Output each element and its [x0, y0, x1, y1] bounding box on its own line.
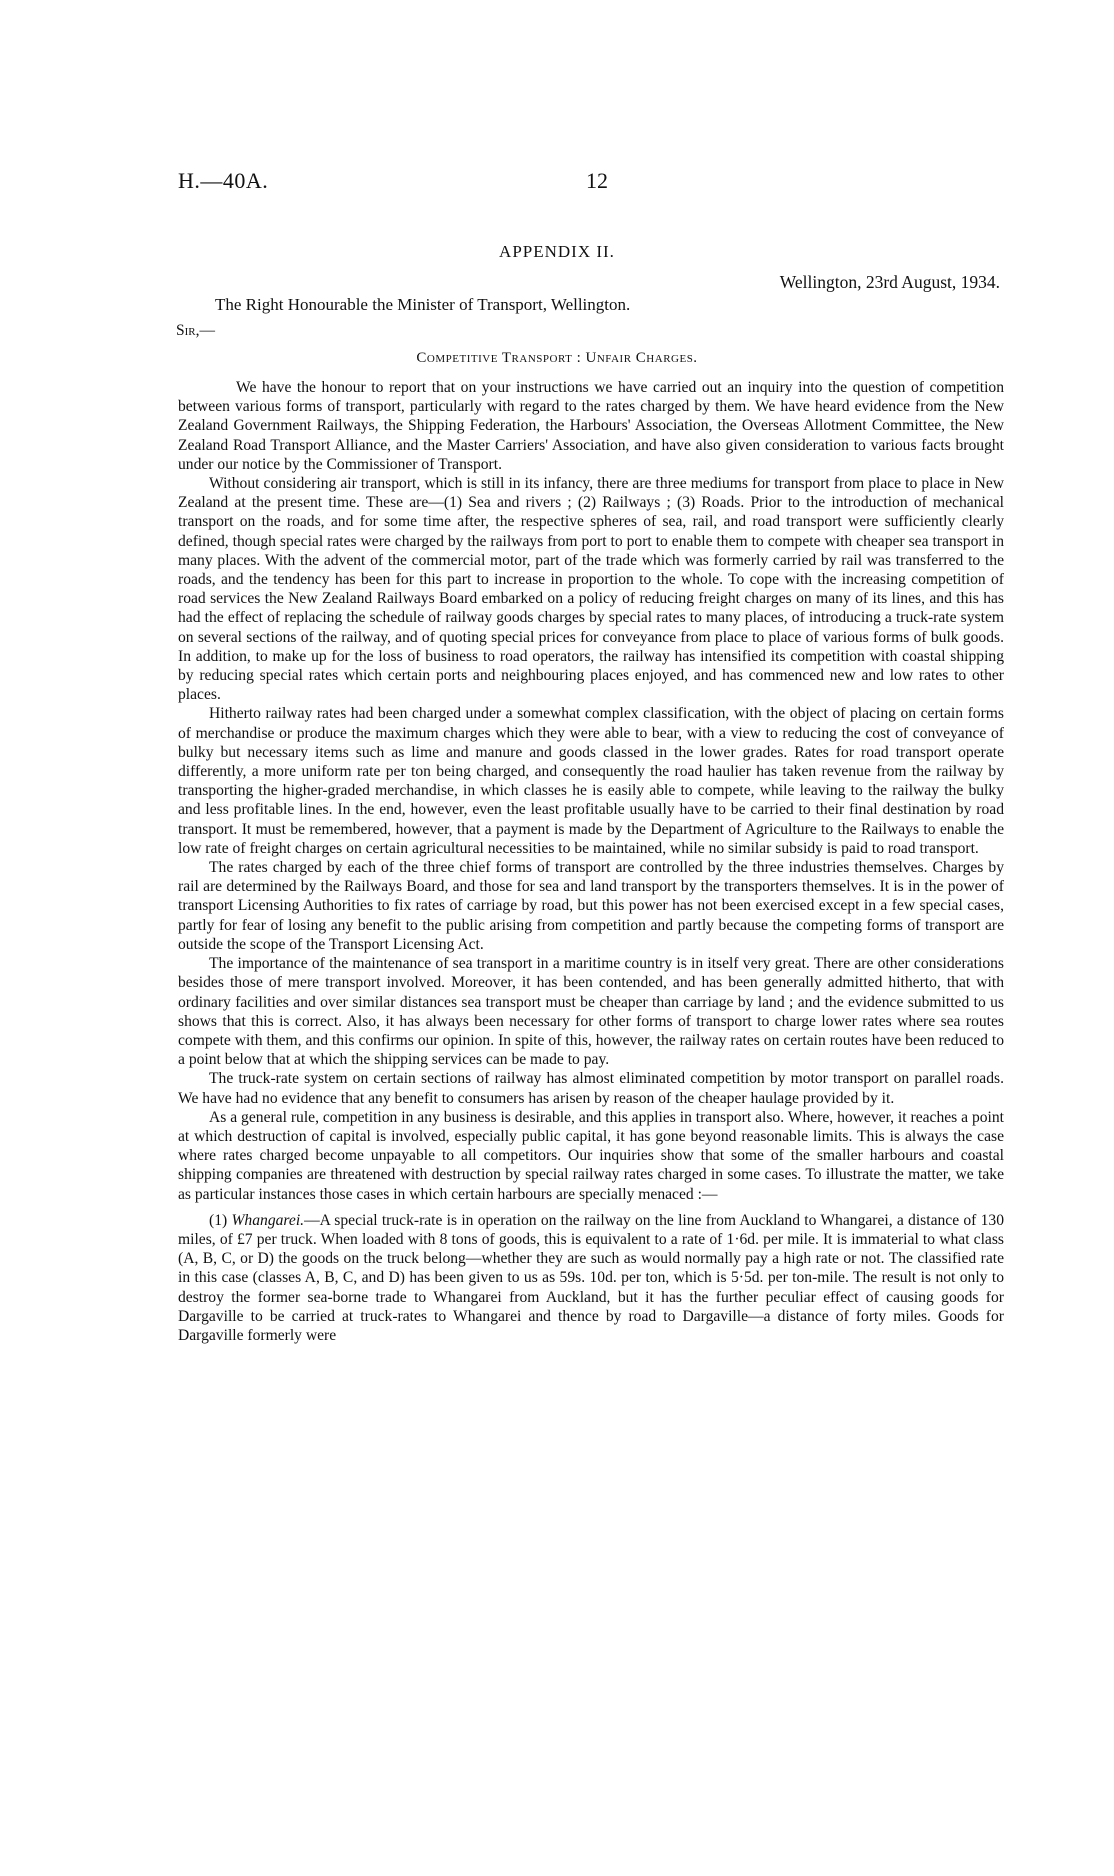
letter-body	[178, 378, 1004, 1345]
body-paragraph: The rates charged by each of the three chief forms of transport are controlled by the three industries themselves. Charges by rail are determined by the Railways Board, and those for sea and land transport by the transporters themselves. It is in the power of transport Licensing Authorities to fix rates of carriage by road, but this power has not been exercised except in a few special cases, partly for fear of losing any benefit to the public arising from competition and partly because the competing forms of transport are outside the scope of the Transport Licensing Act.	[178, 859, 1004, 953]
addressee: The Right Honourable the Minister of Transport, Wellington.	[215, 295, 631, 314]
whangarei-paragraph	[178, 1211, 1004, 1345]
item-number: (1)	[209, 1211, 228, 1229]
salutation: Sir,—	[176, 322, 215, 339]
body-paragraph: Without considering air transport, which is still in its infancy, there are three mediums for transport from place to place in New Zealand at the present time. These are—(1) Sea and rivers ; (2) Railways ; (3) Roads. Prior to the introduction of mechanical transport on the roads, and for some time after, the respective spheres of sea, rail, and road transport were sufficiently clearly defined, though special rates were charged by the railways from port to port to enable them to compete with cheaper sea transport in many places. With the advent of the commercial motor, part of the trade which was formerly carried by rail was transferred to the roads, and the tendency has been for this part to increase in proportion to the whole. To cope with the increasing competition of road services the New Zealand Railways Board embarked on a policy of reducing freight charges on many of its lines, and this has had the effect of replacing the schedule of railway goods charges by special rates to many places, of introducing a truck-rate system on several sections of the railway, and of quoting special prices for conveyance from place to place of various forms of bulk goods. In addition, to make up for the loss of business to road operators, the railway has intensified its competition with coastal shipping by reducing special rates which certain ports and neighbouring places enjoyed, and has commenced new and low rates to other places.	[178, 475, 1004, 704]
document-reference: H.—40A.	[178, 168, 269, 193]
item-text: —A special truck-rate is in operation on the railway on the line from Auckland to Whangarei, a distance of 130 miles, of £7 per truck. When loaded with 8 tons of goods, this is equivalent to a rate of 1·6d. per mile. It is immaterial to what class (A, B, C, or D) the goods on the truck belong—whether they are such as would normally pay a high rate or not. The classified rate in this case (classes A, B, C, and D) has been given to us as 59s. 10d. per ton, which is 5·5d. per ton-mile. The result is not only to destroy the former sea-borne trade to Whangarei from Auckland, but it has the further peculiar effect of causing goods for Dargaville to be carried at truck-rates to Whangarei and thence by road to Dargaville—a distance of forty miles. Goods for Dargaville formerly were	[178, 1211, 1004, 1344]
body-paragraph: The truck-rate system on certain sections of railway has almost eliminated competition by motor transport on parallel roads. We have had no evidence that any benefit to consumers has arisen by reason of the cheaper haulage provided by it.	[178, 1070, 1004, 1107]
place-name: Whangarei.	[231, 1211, 305, 1229]
running-header	[178, 168, 1008, 198]
body-paragraph: As a general rule, competition in any business is desirable, and this applies in transport also. Where, however, it reaches a point at which destruction of capital is involved, especially public capital, it has gone beyond reasonable limits. This is always the case where rates charged become unpayable to all competitors. Our inquiries show that some of the smaller harbours and coastal shipping companies are threatened with destruction by special railway rates charged in some cases. To illustrate the matter, we take as particular instances those cases in which certain harbours are specially menaced :—	[178, 1108, 1005, 1203]
dateline: Wellington, 23rd August, 1934.	[779, 272, 1000, 292]
body-paragraph: Hitherto railway rates had been charged under a somewhat complex classification, with the object of placing on certain forms of merchandise or produce the maximum charges which they were able to bear, with a view to reducing the cost of conveyance of bulky but necessary items such as lime and manure and goods classed in the lower grades. Rates for road transport operate differently, a more uniform rate per ton being charged, and consequently the road haulier has taken revenue from the railway by transporting the higher-graded merchandise, in which classes he is easily able to compete, while leaving to the railway the bulky and less profitable lines. In the end, however, even the least profitable usually have to be carried to their final destination by road transport. It must be remembered, however, that a payment is made by the Department of Agriculture to the Railways to enable the low rate of freight charges on certain agricultural necessities to be maintained, while no similar subsidy is paid to road transport.	[178, 705, 1004, 857]
page-number: 12	[586, 168, 608, 193]
body-paragraph: We have the honour to report that on your instructions we have carried out an inquiry into the question of competition between various forms of transport, particularly with regard to the rates charged by them. We have heard evidence from the New Zealand Government Railways, the Shipping Federation, the Harbours' Association, the Overseas Allotment Committee, the New Zealand Road Transport Alliance, and the Master Carriers' Association, and have also given consideration to various facts brought under our notice by the Commissioner of Transport.	[178, 379, 1004, 473]
appendix-title: APPENDIX II.	[499, 242, 615, 261]
body-paragraph: The importance of the maintenance of sea transport in a maritime country is in itself very great. There are other considerations besides those of mere transport involved. Moreover, it has been contended, and has been generally admitted hitherto, that with ordinary facilities and over similar distances sea transport must be cheaper than carriage by land ; and the evidence submitted to us shows that this is correct. Also, it has always been necessary for other forms of transport to charge lower rates where sea routes compete with them, and this confirms our opinion. In spite of this, however, the railway rates on certain routes have been reduced to a point below that at which the shipping services can be made to pay.	[178, 955, 1004, 1069]
subject-heading: Competitive Transport : Unfair Charges.	[416, 350, 698, 366]
